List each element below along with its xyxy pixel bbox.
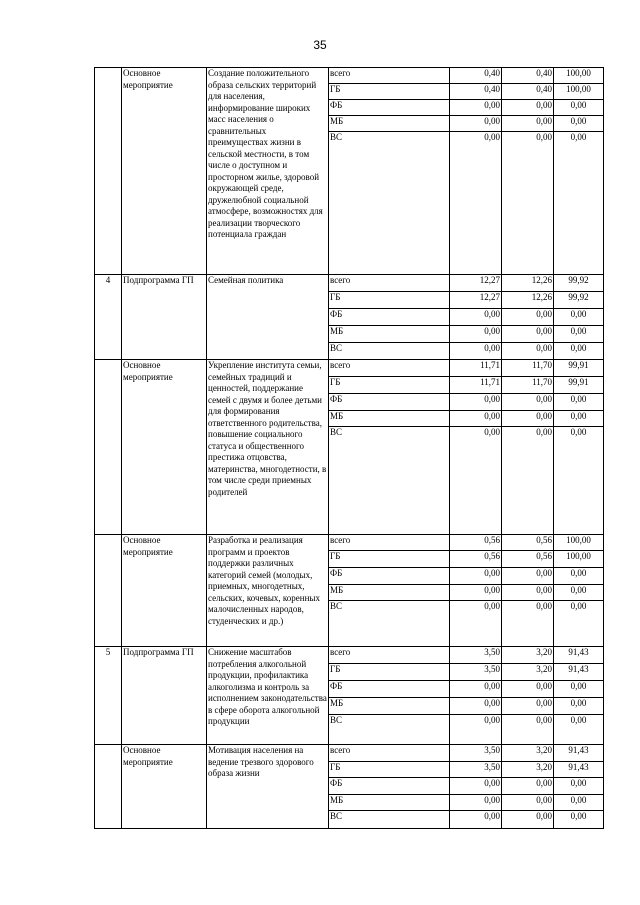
actual-amount: 12,26 bbox=[502, 275, 554, 292]
planned-amount: 0,00 bbox=[450, 585, 502, 601]
execution-percent: 0,00 bbox=[554, 795, 604, 811]
item-type: Основное мероприятие bbox=[122, 360, 207, 535]
funding-source: ФБ bbox=[329, 778, 450, 795]
execution-percent: 99,92 bbox=[554, 292, 604, 309]
funding-source: ФБ bbox=[329, 568, 450, 585]
funding-source: МБ bbox=[329, 698, 450, 715]
funding-source: всего bbox=[329, 647, 450, 664]
planned-amount: 0,40 bbox=[450, 68, 502, 84]
planned-amount: 0,40 bbox=[450, 84, 502, 100]
actual-amount: 3,20 bbox=[502, 762, 554, 778]
actual-amount: 0,00 bbox=[502, 132, 554, 275]
execution-percent: 0,00 bbox=[554, 698, 604, 715]
funding-source: ВС bbox=[329, 601, 450, 647]
item-name: Мотивация населения на ведение трезвого здорового образа жизни bbox=[207, 745, 329, 829]
actual-amount: 0,00 bbox=[502, 715, 554, 745]
planned-amount: 0,00 bbox=[450, 309, 502, 326]
planned-amount: 0,00 bbox=[450, 343, 502, 360]
item-name: Семейная политика bbox=[207, 275, 329, 360]
funding-source: МБ bbox=[329, 411, 450, 427]
table-row bbox=[95, 535, 604, 551]
funding-source: ВС bbox=[329, 811, 450, 829]
actual-amount: 0,00 bbox=[502, 394, 554, 411]
actual-amount: 0,00 bbox=[502, 100, 554, 116]
item-type: Основное мероприятие bbox=[122, 745, 207, 829]
execution-percent: 0,00 bbox=[554, 394, 604, 411]
item-type: Основное мероприятие bbox=[122, 535, 207, 647]
item-name: Разработка и реализация программ и проектов поддержки различных категорий семей (молодых, приемных, многодетных, сельских, кочевых, коренных малочисленных народов, студенческих и др.) bbox=[207, 535, 329, 647]
execution-percent: 99,92 bbox=[554, 275, 604, 292]
execution-percent: 0,00 bbox=[554, 427, 604, 535]
item-type: Подпрограмма ГП bbox=[122, 647, 207, 745]
actual-amount: 0,00 bbox=[502, 116, 554, 132]
item-type: Основное мероприятие bbox=[122, 68, 207, 275]
funding-source: ФБ bbox=[329, 394, 450, 411]
row-number: 4 bbox=[95, 275, 122, 360]
planned-amount: 11,71 bbox=[450, 377, 502, 394]
item-name: Снижение масштабов потребления алкогольной продукции, профилактика алкоголизма и контроль за исполнением законодательства в сфере оборота алкогольной продукции bbox=[207, 647, 329, 745]
funding-source: ВС bbox=[329, 132, 450, 275]
funding-source: ГБ bbox=[329, 84, 450, 100]
actual-amount: 11,70 bbox=[502, 377, 554, 394]
execution-percent: 91,43 bbox=[554, 745, 604, 762]
funding-source: ФБ bbox=[329, 681, 450, 698]
table-row bbox=[95, 275, 604, 292]
funding-source: всего bbox=[329, 68, 450, 84]
actual-amount: 3,20 bbox=[502, 647, 554, 664]
funding-source: ФБ bbox=[329, 100, 450, 116]
item-name: Укрепление института семьи, семейных традиций и ценностей, поддержание семей с двумя и более детьми для формирования ответственного родительства, повышение социального статуса и общественного престижа отцовства, материнства, многодетности, в том числе среди приемных родителей bbox=[207, 360, 329, 535]
execution-percent: 0,00 bbox=[554, 411, 604, 427]
planned-amount: 0,00 bbox=[450, 698, 502, 715]
planned-amount: 0,00 bbox=[450, 100, 502, 116]
funding-source: ГБ bbox=[329, 292, 450, 309]
execution-percent: 0,00 bbox=[554, 585, 604, 601]
actual-amount: 0,00 bbox=[502, 698, 554, 715]
table-row bbox=[95, 647, 604, 664]
funding-source: ВС bbox=[329, 427, 450, 535]
planned-amount: 0,00 bbox=[450, 326, 502, 343]
planned-amount: 0,00 bbox=[450, 715, 502, 745]
actual-amount: 0,00 bbox=[502, 585, 554, 601]
planned-amount: 0,00 bbox=[450, 601, 502, 647]
planned-amount: 0,00 bbox=[450, 795, 502, 811]
page-number: 35 bbox=[313, 38, 327, 52]
actual-amount: 0,00 bbox=[502, 601, 554, 647]
actual-amount: 3,20 bbox=[502, 745, 554, 762]
execution-percent: 0,00 bbox=[554, 326, 604, 343]
planned-amount: 0,00 bbox=[450, 681, 502, 698]
execution-percent: 91,43 bbox=[554, 762, 604, 778]
planned-amount: 12,27 bbox=[450, 275, 502, 292]
funding-source: всего bbox=[329, 535, 450, 551]
planned-amount: 0,56 bbox=[450, 551, 502, 568]
funding-source: ГБ bbox=[329, 377, 450, 394]
planned-amount: 0,00 bbox=[450, 394, 502, 411]
execution-percent: 0,00 bbox=[554, 568, 604, 585]
funding-source: МБ bbox=[329, 795, 450, 811]
funding-source: всего bbox=[329, 745, 450, 762]
planned-amount: 3,50 bbox=[450, 664, 502, 681]
planned-amount: 0,00 bbox=[450, 427, 502, 535]
execution-percent: 91,43 bbox=[554, 664, 604, 681]
planned-amount: 0,00 bbox=[450, 568, 502, 585]
execution-percent: 0,00 bbox=[554, 116, 604, 132]
planned-amount: 0,56 bbox=[450, 535, 502, 551]
execution-percent: 0,00 bbox=[554, 309, 604, 326]
funding-source: ГБ bbox=[329, 762, 450, 778]
planned-amount: 0,00 bbox=[450, 811, 502, 829]
planned-amount: 3,50 bbox=[450, 647, 502, 664]
planned-amount: 11,71 bbox=[450, 360, 502, 377]
table-row bbox=[95, 360, 604, 377]
execution-percent: 100,00 bbox=[554, 84, 604, 100]
funding-source: всего bbox=[329, 275, 450, 292]
execution-percent: 0,00 bbox=[554, 132, 604, 275]
execution-percent: 0,00 bbox=[554, 681, 604, 698]
actual-amount: 12,26 bbox=[502, 292, 554, 309]
actual-amount: 0,40 bbox=[502, 68, 554, 84]
actual-amount: 0,40 bbox=[502, 84, 554, 100]
execution-percent: 0,00 bbox=[554, 100, 604, 116]
item-type: Подпрограмма ГП bbox=[122, 275, 207, 360]
actual-amount: 0,00 bbox=[502, 681, 554, 698]
actual-amount: 0,00 bbox=[502, 795, 554, 811]
row-number bbox=[95, 745, 122, 829]
actual-amount: 11,70 bbox=[502, 360, 554, 377]
funding-source: всего bbox=[329, 360, 450, 377]
execution-percent: 0,00 bbox=[554, 343, 604, 360]
row-number bbox=[95, 68, 122, 275]
actual-amount: 0,00 bbox=[502, 568, 554, 585]
execution-percent: 91,43 bbox=[554, 647, 604, 664]
funding-source: ГБ bbox=[329, 664, 450, 681]
actual-amount: 0,00 bbox=[502, 778, 554, 795]
funding-source: ГБ bbox=[329, 551, 450, 568]
funding-source: ФБ bbox=[329, 309, 450, 326]
execution-percent: 100,00 bbox=[554, 68, 604, 84]
actual-amount: 0,00 bbox=[502, 411, 554, 427]
actual-amount: 0,00 bbox=[502, 326, 554, 343]
actual-amount: 0,56 bbox=[502, 551, 554, 568]
execution-percent: 99,91 bbox=[554, 360, 604, 377]
execution-percent: 100,00 bbox=[554, 551, 604, 568]
actual-amount: 0,00 bbox=[502, 427, 554, 535]
execution-percent: 0,00 bbox=[554, 778, 604, 795]
item-name: Создание положительного образа сельских территорий для населения, информирование широких масс населения о сравнительных преимуществах жизни в сельской местности, в том числе о доступном и просторном жилье, здоровой окружающей среде, дружелюбной социальной атмосфере, возможностях для реализации творческого потенциала граждан bbox=[207, 68, 329, 275]
execution-percent: 100,00 bbox=[554, 535, 604, 551]
actual-amount: 3,20 bbox=[502, 664, 554, 681]
planned-amount: 0,00 bbox=[450, 132, 502, 275]
actual-amount: 0,56 bbox=[502, 535, 554, 551]
execution-percent: 0,00 bbox=[554, 715, 604, 745]
planned-amount: 0,00 bbox=[450, 778, 502, 795]
row-number bbox=[95, 360, 122, 535]
funding-source: МБ bbox=[329, 585, 450, 601]
actual-amount: 0,00 bbox=[502, 343, 554, 360]
row-number bbox=[95, 535, 122, 647]
planned-amount: 0,00 bbox=[450, 116, 502, 132]
actual-amount: 0,00 bbox=[502, 309, 554, 326]
planned-amount: 3,50 bbox=[450, 745, 502, 762]
execution-percent: 0,00 bbox=[554, 601, 604, 647]
budget-table bbox=[94, 67, 604, 829]
funding-source: ВС bbox=[329, 343, 450, 360]
planned-amount: 0,00 bbox=[450, 411, 502, 427]
actual-amount: 0,00 bbox=[502, 811, 554, 829]
funding-source: ВС bbox=[329, 715, 450, 745]
row-number: 5 bbox=[95, 647, 122, 745]
funding-source: МБ bbox=[329, 116, 450, 132]
execution-percent: 99,91 bbox=[554, 377, 604, 394]
execution-percent: 0,00 bbox=[554, 811, 604, 829]
table-row bbox=[95, 745, 604, 762]
planned-amount: 3,50 bbox=[450, 762, 502, 778]
table-row bbox=[95, 68, 604, 84]
planned-amount: 12,27 bbox=[450, 292, 502, 309]
funding-source: МБ bbox=[329, 326, 450, 343]
